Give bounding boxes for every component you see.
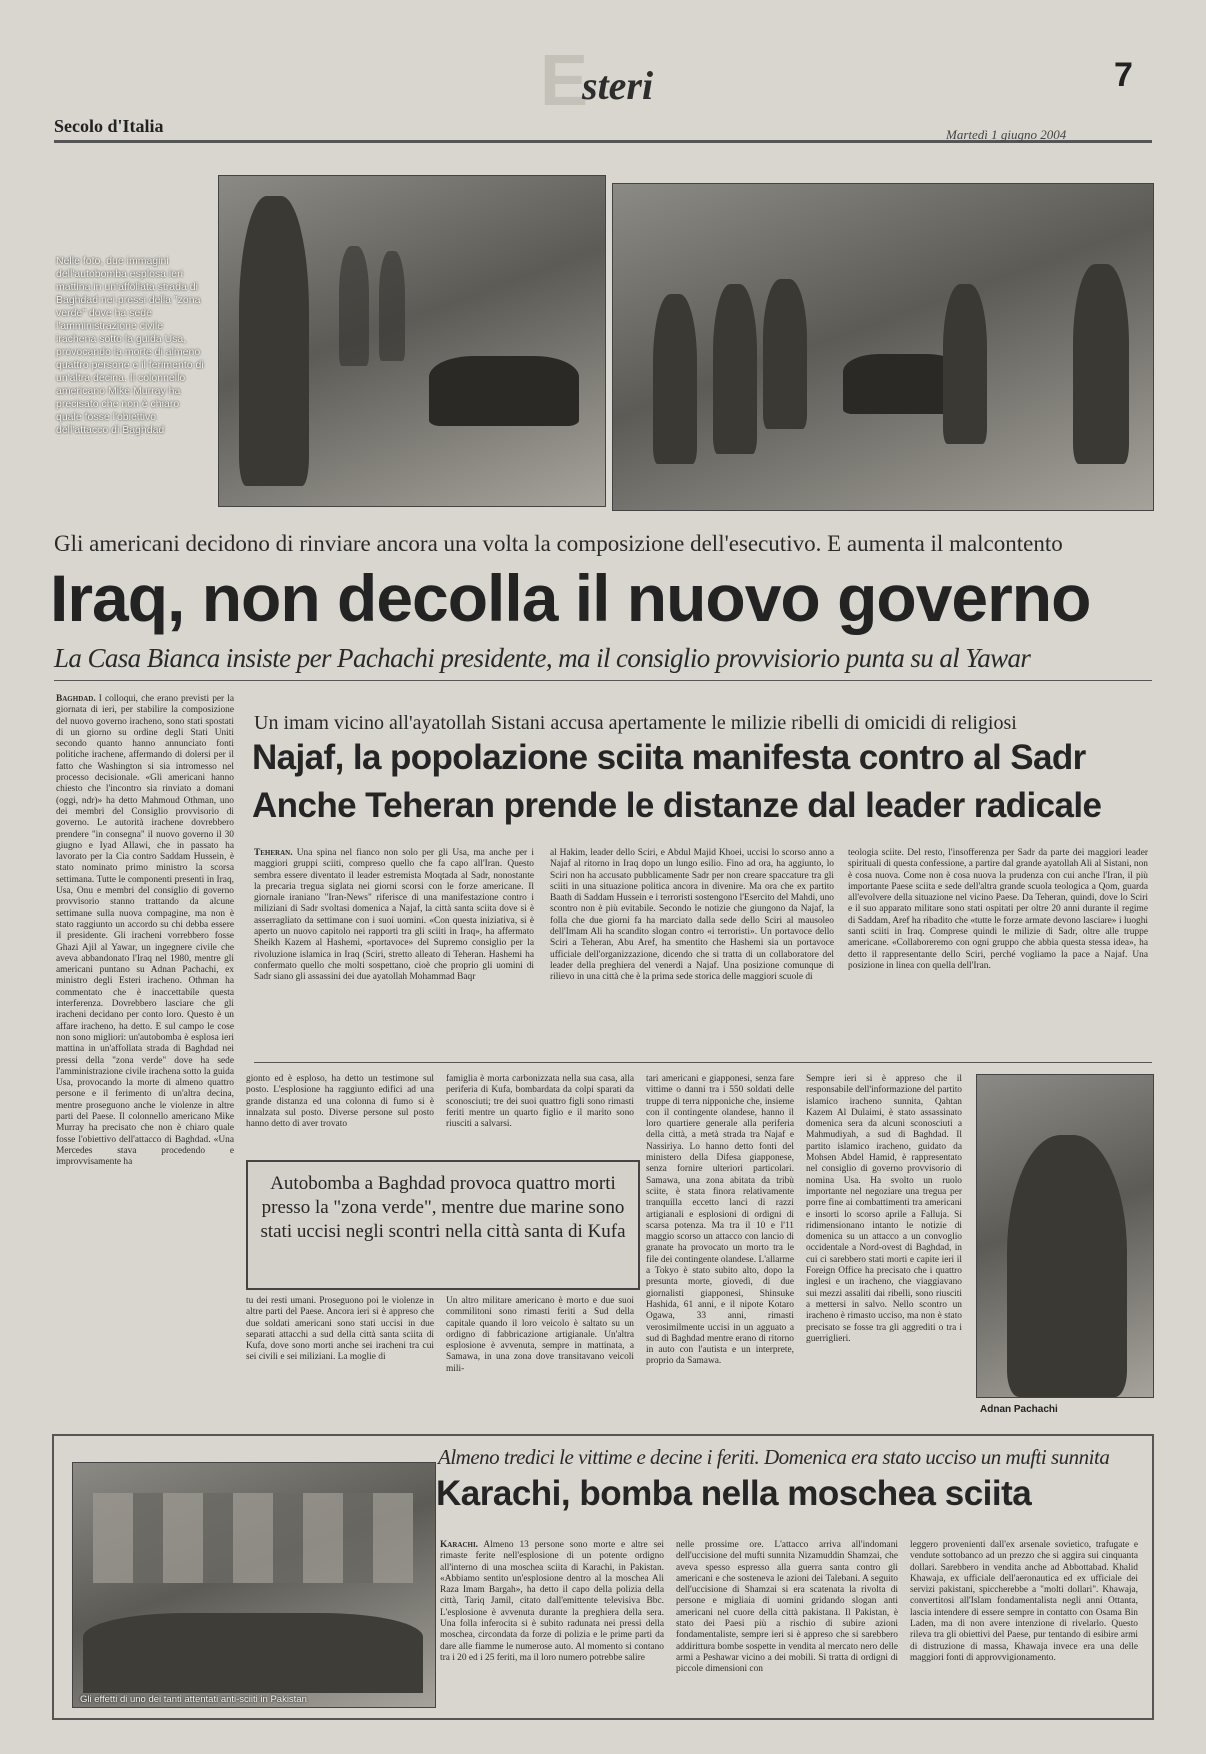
mosque-photo: [72, 1462, 436, 1708]
najaf-headline-1: Najaf, la popolazione sciita manifesta contro al Sadr: [252, 738, 1086, 777]
najaf-dateline: Teheran.: [254, 848, 293, 858]
main-column-1: [56, 694, 234, 1379]
main-column-2b: tu dei resti umani. Proseguono poi le violenze in altre parti del Paese. Ancora ieri si è appreso che due soldati americani sono stati uccisi in due separati attacchi a sud della città santa sciita di Kufa, dove sono morti anche sei iracheni tra cui sei civili e sei miliziani. La moglie di: [246, 1296, 434, 1363]
karachi-column-3: leggero provenienti dall'ex arsenale sovietico, trafugate e vendute sottobanco ad un prezzo che si aggira sui cinquanta dollari. Sarebbero in vendita anche ad Abbottabad. Khalid Khawaja, ex ufficiale dell'aeronautica ed ex ufficiale dei servizi pakistani, spiccherebbe a "molti dollari". Khawaja, convertitosi all'Islam fondamentalista negli anni Ottanta, lascia intendere di essere sempre in contatto con Osama Bin Laden, ma di non avere intenzione di rivelarlo. Questo rileva tra gli obiettivi del Paese, pur tentando di esibire armi di distruzione di massa, Khawaja invece era una delle maggiori fonti di approvvigionamento.: [910, 1540, 1138, 1663]
main-column-3b: Un altro militare americano è morto e due suoi commilitoni sono rimasti feriti a Sud della capitale quando il loro veicolo è saltato su un ordigno di fabbricazione artigianale. Un'altra esplosione è avvenuta, sempre in mattinata, a Samawa, in una zona dove transitavano veicoli mili-: [446, 1296, 634, 1374]
main-column-1-text: I colloqui, che erano previsti per la giornata di ieri, per stabilire la composizione del nuovo governo iracheno, sono stati spostati di un giorno su ordine degli Stati Uniti secondo quanto hanno annunciato fonti politiche irachene, affermando di dolersi per il fatto che Washington si sia intromesso nel processo decisionale. «Gli americani hanno chiesto che l'incontro sia rinviato a domani (oggi, ndr)» ha detto Mahmoud Othman, uno dei membri del Consiglio provvisorio di governo. Le autorità irachene dovrebbero prendere "in consegna" il nuovo governo il 30 giugno e Iyad Allawi, che in passato ha lavorato per la Cia contro Saddam Hussein, è stato nominato primo ministro la scorsa settimana. Tutte le componenti presenti in Iraq, Usa, Onu e membri del consiglio di governo provvisorio stanno trattando da alcune settimane sulla nuova compagine, ma non è stato raggiunto un accordo su chi debba essere il presidente. Gli iracheni vorrebbero fosse Ghazi Ajil al Yawar, un ingegnere civile che aveva abbandonato l'Iraq nel 1980, mentre gli americani puntano su Adnan Pachachi, ex ministro degli Esteri iracheno. Othman ha commentato che è inaccettabile questa interferenza. Dovrebbero lasciare che gli iracheni decidano per conto loro. Questo è un affare iracheno, ha detto. E sul campo le cose non sono migliori: un'autobomba è esplosa ieri mattina in un'affollata strada di Baghdad nei pressi della "zona verde" dove ha sede l'amministrazione civile irachena sotto la guida Usa, provocando la morte di almeno quattro persone e il ferimento di un'altra decina, mentre proseguono anche le violenze in altre parti del Paese. Il colonnello americano Mike Murray ha precisato che non è chiaro quale fosse l'obiettivo dell'attacco di Baghdad. «Una Mercedes stava procedendo e improvvisamente ha: [56, 694, 234, 1168]
pull-quote-box: [246, 1160, 640, 1290]
main-subhead: La Casa Bianca insiste per Pachachi presidente, ma il consiglio provvisiorio punta su al Yawar: [54, 643, 1031, 673]
najaf-headline-2: Anche Teheran prende le distanze dal leader radicale: [252, 786, 1102, 825]
soldier-group: [763, 279, 807, 429]
main-column-5: Sempre ieri si è appreso che il responsabile dell'informazione del partito islamico iracheno sunnita, Qahtan Kazem Al Dulaimi, è stato assassinato domenica sera da alcuni sconosciuti a Mahmudiyah, a sud di Baghdad. Il partito islamico iracheno, guidato da Mohsen Abdel Hamid, è rappresentato nel consiglio di governo provvisorio di nomina Usa. Ha svolto un ruolo importante nel negoziare una tregua per porre fine ai combattimenti tra americani e insorti lo scorso aprile a Falluja. Si ridimensionano intanto le notizie di domenica su un attacco a un convoglio occidentale a Nord-ovest di Baghdad, in cui ci sarebbero stati morti e capite ieri il Foreign Office ha precisato che i quattro inglesi e un iracheno, che viaggiavano sui mezzi assaliti dai ribelli, sono riusciti a mettersi in salvo. Nello scontro un iracheno è rimasto ucciso, ma non è stato precisato se fosse tra gli aggrediti o tra i guerriglieri.: [806, 1074, 962, 1344]
soldier-group: [943, 284, 987, 444]
photo-soldiers-street: [612, 183, 1154, 511]
soldier-group: [1073, 264, 1129, 464]
main-column-2a: gionto ed è esploso, ha detto un testimone sul posto. L'esplosione ha raggiunto edifici ad una grande distanza ed una colonna di fumo si è innalzata sul posto. Diverse persone sul posto hanno detto di aver trovato: [246, 1074, 434, 1130]
najaf-column-2: al Hakim, leader dello Sciri, e Abdul Majid Khoei, uccisi lo scorso anno a Najaf al ritorno in Iraq dopo un lungo esilio. Fino ad ora, ha aggiunto, lo Sciri non ha accusato pubblicamente Sadr per non creare spaccature tra gli sciiti in una situazione politica ancora in divenire. Ma ora che ex partito Baath di Saddam Hussein e i terroristi sostengono l'Esercito del Mahdi, uno scontro non è più evitabile. Secondo le notizie che giungono da Najaf, la folla che due giorni fa ha marciato dalla sede dello Sciri al mausoleo dell'Imam Ali ha scandito slogan contro «i terroristi». Un portavoce dello Sciri a Teheran, Abu Aref, ha smentito che Hashemi sia un portavoce ufficiale dell'organizzazione, dicendo che si tratta di un collaboratore del leader della preghiera del venerdì a Najaf. Una posizione comunque di rilievo in una città che è la prima sede storica delle maggiori scuole di: [550, 848, 834, 983]
bystander-figure: [379, 251, 405, 361]
issue-date: Martedì 1 giugno 2004: [946, 127, 1067, 142]
karachi-dateline: Karachi.: [440, 1540, 479, 1550]
mosque-photo-caption: Gli effetti di uno dei tanti attentati anti-sciiti in Pakistan: [80, 1694, 307, 1705]
main-rule: [54, 680, 1152, 681]
burned-car: [429, 356, 579, 426]
portrait-photo: [976, 1074, 1154, 1398]
soldier-group: [713, 284, 757, 454]
main-headline: Iraq, non decolla il nuovo governo: [50, 561, 1091, 635]
section-title: steri: [582, 63, 654, 108]
main-column-4: tari americani e giapponesi, senza fare vittime o danni tra i 550 soldati delle truppe di terra nipponiche che, insieme con il contingente olandese, hanno il loro quartiere generale alla periferia della città, a metà strada tra Najaf e Nassiriya. Lo hanno detto fonti del ministero della Difesa giapponese, senza fornire ulteriori particolari. Samawa, una zona abitata da tribù sciite, è stata finora relativamente tranquilla eccetto lanci di razzi artigianali e esplosioni di ordigni di scarsa potenza. Ma tra il 10 e l'11 maggio scorso un attacco con lancio di granate ha provocato un morto tra le file dei contingente olandese. L'allarme a Tokyo è stato subito alto, dopo la presunta morte, giovedì, di due giornalisti giapponesi, Shinsuke Hashida, 61 anni, e il nipote Kotaro Ogawa, 33 anni, rimasti verosimilmente uccisi in un agguato a sud di Baghdad mentre erano di ritorno in auto con l'autista e un interprete, proprio da Samawa.: [646, 1074, 794, 1367]
karachi-headline: Karachi, bomba nella moschea sciita: [436, 1474, 1032, 1513]
pull-quote: Autobomba a Baghdad provoca quattro morti presso la "zona verde", mentre due marine sono stati uccisi negli scontri nella città santa di Kufa: [260, 1173, 626, 1242]
najaf-rule: [254, 1062, 1152, 1063]
main-dateline: Baghdad.: [56, 694, 96, 704]
najaf-column-1-text: Una spina nel fianco non solo per gli Usa, ma anche per i maggiori gruppi sciiti, compreso quello che fa capo all'Iran. Questo sembra essere diventato il leader estremista Moqtada al Sadr, nonostante la precaria tregua siglata nei giorni scorsi con le forze americane. Il giornale iraniano "Iran-News" riferisce di una manifestazione contro i miliziani di Sadr svoltasi domenica a Najaf, la città santa sciita dove si è asserragliato da settimane con i suoi uomini. «Con questa iniziativa, si è aperto un nuovo capitolo nei rapporti tra gli sciiti in Iraq», ha affermato Sheikh Kazem al Hashemi, «portavoce» del Supremo consiglio per la rivoluzione islamica in Iraq (Sciri, stretto alleato di Teheran. Hashemi ha confermato quello che molti sospettano, cioè che proprio gli uomini di Sadr siano gli assassini dei due ayatollah Mohammad Baqr: [254, 848, 534, 983]
photo-soldier-car-bomb: [218, 175, 606, 507]
najaf-column-3: teologia sciite. Del resto, l'insofferenza per Sadr da parte dei maggiori leader spirituali di questa confessione, a partire dal grande ayatollah Ali al Sistani, non è cosa nuova. Come non è cosa nuova la prudenza con cui anche l'Iran, il più importante Paese sciita e sede dell'altra grande scuola teologica a Qom, guarda all'evolvere della situazione nel vicino Paese. Da Teheran, quindi, dove lo Sciri e il suo apparato militare sono stati ospitati per oltre 20 anni durante il regime di Saddam, Aref ha ribadito che «tutte le forze armate devono lasciare» i luoghi santi sciiti in Iraq. Comprese quindi le milizie di Sadr, oltre alle truppe americane. «Collaboreremo con ogni gruppo che abbia questa stessa idea», ha detto il rappresentante dello Sciri, perché vogliamo la pace a Najaf. Una posizione in linea con quella dell'Iran.: [848, 848, 1148, 971]
masthead: Secolo d'Italia: [54, 116, 164, 136]
karachi-column-1-text: Almeno 13 persone sono morte e altre sei rimaste ferite nell'esplosione di un potente ordigno all'interno di una moschea sciita di Karachi, in Pakistan. «Abbiamo sentito un'esplosione dentro al la moschea Ali Raza Imam Bargah», ha detto il capo della polizia della città, Tariq Jamil, citato dall'emittente televisiva Bbc. L'esplosione è avvenuta durante la preghiera della sera. Una folla inferocita si è subito radunata nei pressi della moschea, circondata da forze di polizia e le prime parti da dare alle fiamme le numerose auto. Al momento si contano tra i 20 ed i 25 feriti, ma il loro numero potrebbe salire: [440, 1540, 664, 1663]
section-header: [540, 41, 700, 121]
bystander-figure: [339, 246, 369, 366]
karachi-kicker: Almeno tredici le vittime e decine i feriti. Domenica era stato ucciso un mufti sunnita: [438, 1445, 1110, 1469]
main-column-3a: famiglia è morta carbonizzata nella sua casa, alla periferia di Kufa, bombardata da colpi sparati da sconosciuti; tre dei suoi quattro figli sono rimasti feriti mentre un quarto figlio e il marito sono riusciti a salvarsi.: [446, 1074, 634, 1130]
photo-caption: Nelle foto, due immagini dell'autobomba esplosa ieri mattina in un'affollata strada di Baghdad nei pressi della "zona verde" dove ha sede l'amministrazione civile irachena sotto la guida Usa, provocando la morte di almeno quattro persone e il ferimento di un'altra decina. Il colonnello americano Mike Murray ha precisato che non è chiaro quale fosse l'obiettivo dell'attacco di Baghdad: [56, 255, 204, 436]
crowd: [83, 1613, 423, 1693]
page-number: 7: [1114, 56, 1133, 94]
soldier-figure: [239, 196, 309, 486]
najaf-kicker: Un imam vicino all'ayatollah Sistani accusa apertamente le milizie ribelli di omicidi di religiosi: [254, 712, 1017, 734]
soldier-group: [653, 294, 697, 464]
main-kicker: Gli americani decidono di rinviare ancora una volta la composizione dell'esecutivo. E aumenta il malcontento: [54, 531, 1063, 556]
portrait-caption: Adnan Pachachi: [980, 1404, 1058, 1415]
portrait-figure: [1007, 1135, 1127, 1397]
najaf-column-1: [254, 848, 534, 1046]
section-initial: E: [540, 41, 589, 121]
mosque-arches: [93, 1493, 413, 1583]
karachi-column-1: [440, 1540, 664, 1708]
karachi-column-2: nelle prossime ore. L'attacco arriva all'indomani dell'uccisione del mufti sunnita Nizamuddin Shamzai, che aveva spesso espresso alla guerra santa contro gli americani e che sosteneva le azioni dei Talebani. A seguito dell'uccisione di Shamzai si era scatenata la rivolta di persone e migliaia di uomini gridando slogan anti americani nel cuore della città pakistana. Il Pakistan, è stato dei Paesi più a rischio di subire azioni fondamentaliste, sempre ieri si è appreso che si sarebbero addirittura bombe sospette in vendita al mercato nero delle armi a Peshawar vicino a dei mobili. Si tratta di ordigni di piccole dimensioni con: [676, 1540, 898, 1675]
